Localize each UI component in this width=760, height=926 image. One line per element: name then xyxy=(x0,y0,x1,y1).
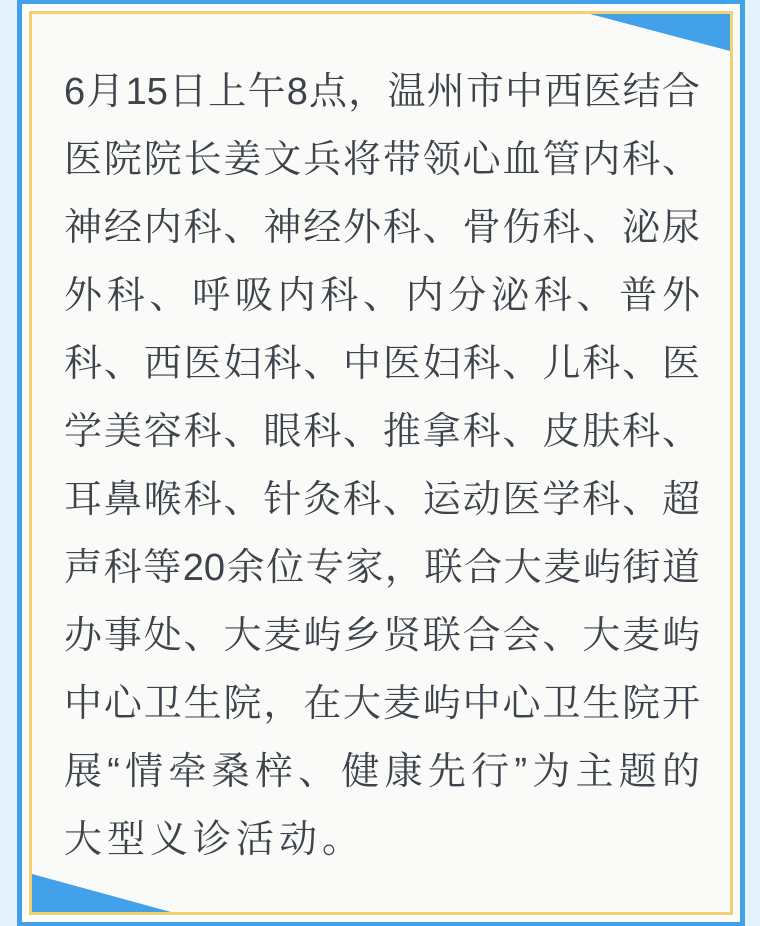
text-line-5: 科、西医妇科、中医妇科、儿科、医 xyxy=(64,343,700,385)
top-right-corner-triangle xyxy=(590,14,730,51)
text-line-11: 展“情牵桑梓、健康先行”为主题的 xyxy=(64,751,700,793)
text-line-3: 神经内科、神经外科、骨伤科、泌尿 xyxy=(64,207,700,249)
text-line-7: 耳鼻喉科、针灸科、运动医学科、超 xyxy=(64,479,700,521)
text-line-1: 6月15日上午8点，温州市中西医结合 xyxy=(64,71,700,113)
text-line-10: 中心卫生院，在大麦屿中心卫生院开 xyxy=(64,683,700,725)
outer-blue-frame xyxy=(17,0,745,926)
text-line-8: 声科等20余位专家，联合大麦屿街道 xyxy=(64,547,700,589)
text-line-12: 大型义诊活动。 xyxy=(64,819,366,861)
text-line-4: 外科、呼吸内科、内分泌科、普外 xyxy=(64,275,700,317)
announcement-paragraph xyxy=(64,58,700,874)
announcement-card xyxy=(29,11,733,915)
text-line-2: 医院院长姜文兵将带领心血管内科、 xyxy=(64,139,700,181)
text-line-6: 学美容科、眼科、推拿科、皮肤科、 xyxy=(64,411,700,453)
bottom-left-corner-triangle xyxy=(32,874,171,912)
text-line-9: 办事处、大麦屿乡贤联合会、大麦屿 xyxy=(64,615,700,657)
